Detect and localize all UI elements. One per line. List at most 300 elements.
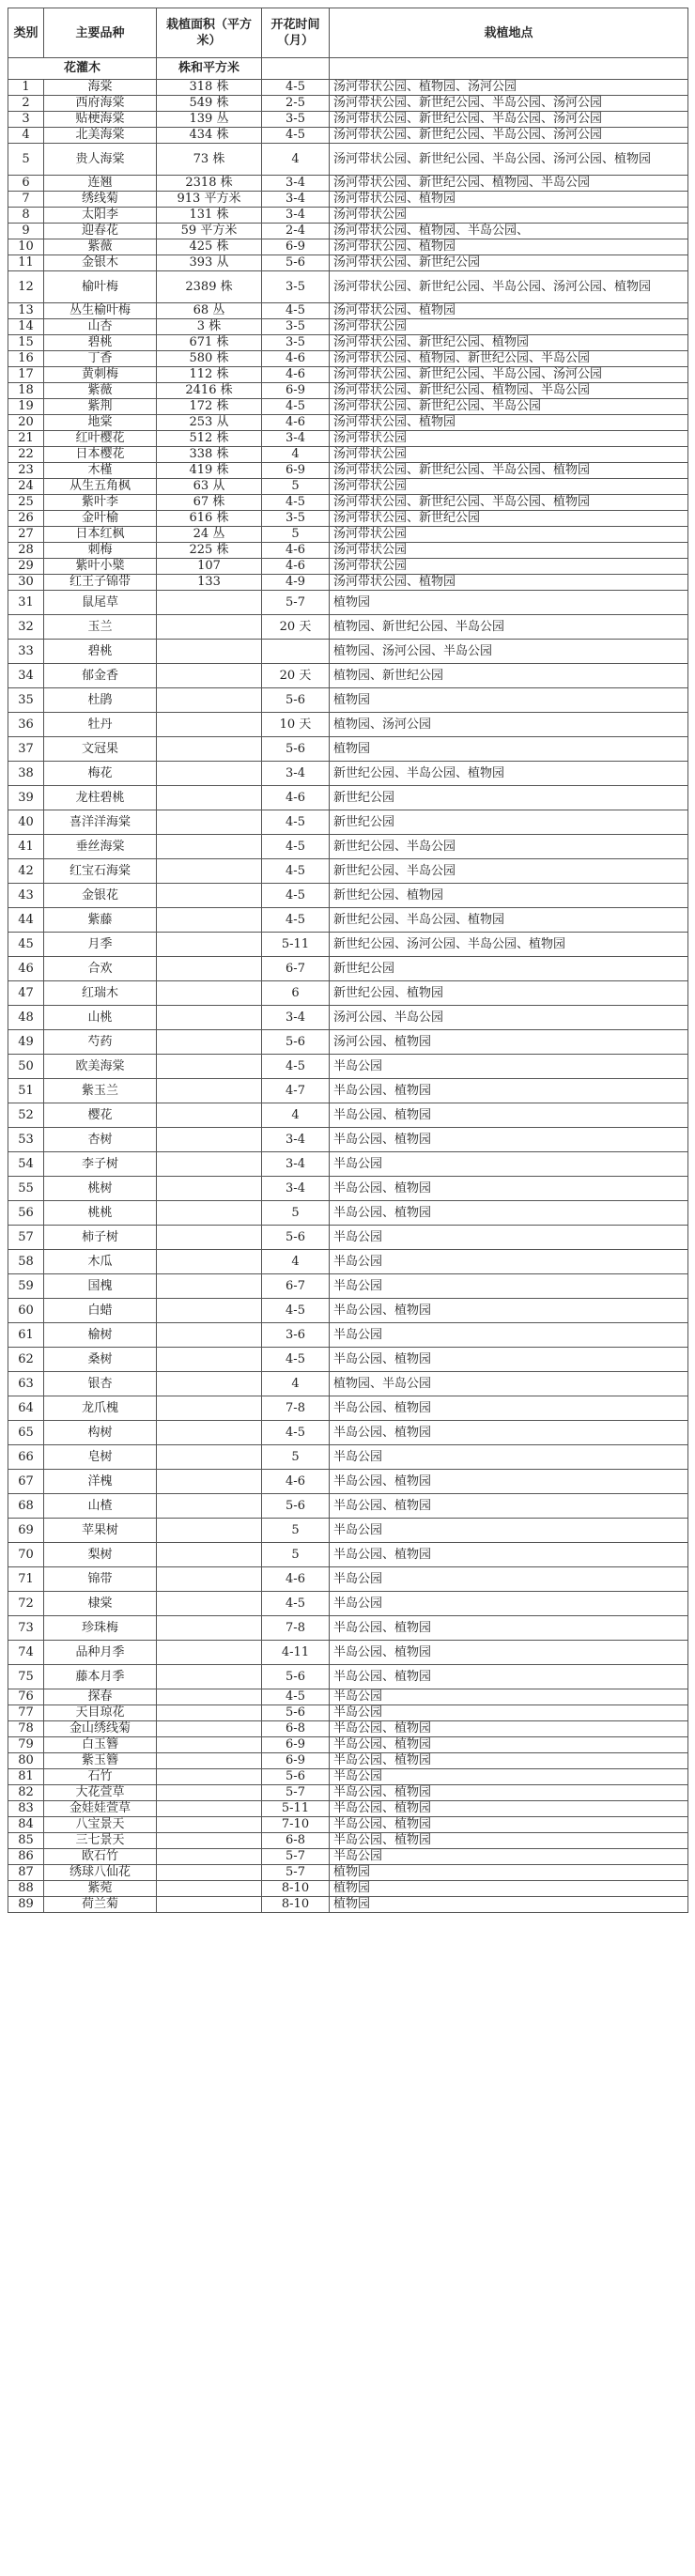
table-row xyxy=(8,80,688,96)
row-index: 7 xyxy=(8,192,44,208)
row-bloom-time: 6-8 xyxy=(262,1833,330,1849)
row-area xyxy=(157,1006,262,1030)
row-bloom-time: 5-6 xyxy=(262,1665,330,1689)
row-location: 汤河带状公园、新世纪公园、植物园 xyxy=(330,335,688,351)
row-location: 半岛公园 xyxy=(330,1592,688,1616)
row-location: 汤河带状公园、新世纪公园、半岛公园、汤河公园 xyxy=(330,112,688,128)
row-bloom-time: 4-6 xyxy=(262,1567,330,1592)
row-location: 半岛公园、植物园 xyxy=(330,1665,688,1689)
row-bloom-time: 3-4 xyxy=(262,192,330,208)
row-index: 71 xyxy=(8,1567,44,1592)
row-location: 汤河带状公园、植物园 xyxy=(330,575,688,591)
table-row xyxy=(8,1616,688,1641)
row-species: 丁香 xyxy=(44,351,157,367)
row-area xyxy=(157,1299,262,1323)
row-bloom-time: 5 xyxy=(262,527,330,543)
table-row xyxy=(8,431,688,447)
row-index: 37 xyxy=(8,737,44,762)
row-bloom-time: 5-7 xyxy=(262,591,330,615)
row-bloom-time: 4-6 xyxy=(262,786,330,810)
row-bloom-time: 4 xyxy=(262,144,330,176)
row-species: 迎春花 xyxy=(44,224,157,239)
row-bloom-time: 5-6 xyxy=(262,1030,330,1055)
row-location: 半岛公园、植物园 xyxy=(330,1801,688,1817)
row-location: 半岛公园、植物园 xyxy=(330,1737,688,1753)
row-species: 喜洋洋海棠 xyxy=(44,810,157,835)
row-species: 桃桃 xyxy=(44,1201,157,1226)
table-row xyxy=(8,1592,688,1616)
row-index: 73 xyxy=(8,1616,44,1641)
row-location: 半岛公园、植物园 xyxy=(330,1348,688,1372)
row-index: 79 xyxy=(8,1737,44,1753)
row-index: 44 xyxy=(8,908,44,933)
table-row xyxy=(8,1274,688,1299)
table-row xyxy=(8,737,688,762)
row-area: 139 丛 xyxy=(157,112,262,128)
row-location: 汤河带状公园、新世纪公园、半岛公园、汤河公园 xyxy=(330,367,688,383)
row-area: 616 株 xyxy=(157,511,262,527)
row-location: 汤河带状公园、植物园 xyxy=(330,192,688,208)
row-bloom-time: 5 xyxy=(262,1519,330,1543)
row-species: 桑树 xyxy=(44,1348,157,1372)
row-area xyxy=(157,1445,262,1470)
row-area xyxy=(157,1079,262,1103)
table-row xyxy=(8,271,688,303)
row-index: 72 xyxy=(8,1592,44,1616)
table-row xyxy=(8,176,688,192)
row-bloom-time: 4-5 xyxy=(262,1689,330,1705)
table-row xyxy=(8,1881,688,1897)
row-index: 81 xyxy=(8,1769,44,1785)
table-row xyxy=(8,1079,688,1103)
row-area: 3 株 xyxy=(157,319,262,335)
table-row xyxy=(8,1323,688,1348)
row-species: 月季 xyxy=(44,933,157,957)
row-area xyxy=(157,1833,262,1849)
row-area: 24 丛 xyxy=(157,527,262,543)
row-bloom-time: 5-6 xyxy=(262,1705,330,1721)
row-location: 半岛公园 xyxy=(330,1689,688,1705)
table-row xyxy=(8,762,688,786)
row-species: 太阳李 xyxy=(44,208,157,224)
row-index: 82 xyxy=(8,1785,44,1801)
row-bloom-time: 5 xyxy=(262,1543,330,1567)
table-row xyxy=(8,1753,688,1769)
table-row xyxy=(8,1006,688,1030)
row-location: 植物园、汤河公园 xyxy=(330,713,688,737)
row-area xyxy=(157,1055,262,1079)
row-species: 金山绣线菊 xyxy=(44,1721,157,1737)
row-location: 半岛公园 xyxy=(330,1769,688,1785)
table-row xyxy=(8,1705,688,1721)
row-species: 榆叶梅 xyxy=(44,271,157,303)
table-row xyxy=(8,1372,688,1396)
row-index: 9 xyxy=(8,224,44,239)
table-row xyxy=(8,1769,688,1785)
row-bloom-time: 7-10 xyxy=(262,1817,330,1833)
row-location: 植物园 xyxy=(330,1897,688,1913)
row-location: 新世纪公园、植物园 xyxy=(330,884,688,908)
row-location: 汤河带状公园、新世纪公园、半岛公园、汤河公园 xyxy=(330,128,688,144)
row-bloom-time: 2-4 xyxy=(262,224,330,239)
row-location: 植物园、半岛公园 xyxy=(330,1372,688,1396)
row-bloom-time: 4-6 xyxy=(262,367,330,383)
row-area xyxy=(157,1323,262,1348)
row-species: 天目琼花 xyxy=(44,1705,157,1721)
table-row xyxy=(8,511,688,527)
section-empty-time xyxy=(262,58,330,80)
header-time: 开花时间（月） xyxy=(262,8,330,58)
row-area: 434 株 xyxy=(157,128,262,144)
row-bloom-time: 5-6 xyxy=(262,1769,330,1785)
table-row xyxy=(8,1226,688,1250)
row-location: 半岛公园、植物园 xyxy=(330,1817,688,1833)
row-bloom-time: 4-5 xyxy=(262,1055,330,1079)
row-bloom-time: 5-11 xyxy=(262,1801,330,1817)
row-index: 41 xyxy=(8,835,44,859)
row-index: 68 xyxy=(8,1494,44,1519)
section-empty-place xyxy=(330,58,688,80)
row-area xyxy=(157,786,262,810)
row-species: 木槿 xyxy=(44,463,157,479)
table-row xyxy=(8,559,688,575)
row-species: 木瓜 xyxy=(44,1250,157,1274)
table-row xyxy=(8,239,688,255)
row-bloom-time: 3-4 xyxy=(262,1128,330,1152)
row-bloom-time: 4-5 xyxy=(262,1592,330,1616)
row-index: 13 xyxy=(8,303,44,319)
row-index: 86 xyxy=(8,1849,44,1865)
row-bloom-time: 3-6 xyxy=(262,1323,330,1348)
table-row xyxy=(8,1152,688,1177)
row-bloom-time: 4-7 xyxy=(262,1079,330,1103)
row-species: 山桃 xyxy=(44,1006,157,1030)
row-index: 43 xyxy=(8,884,44,908)
row-area xyxy=(157,1152,262,1177)
table-row xyxy=(8,96,688,112)
row-bloom-time: 4-5 xyxy=(262,1421,330,1445)
row-location: 半岛公园、植物园 xyxy=(330,1470,688,1494)
row-area xyxy=(157,1849,262,1865)
row-area: 2416 株 xyxy=(157,383,262,399)
table-row xyxy=(8,1689,688,1705)
row-species: 紫玉兰 xyxy=(44,1079,157,1103)
row-area: 512 株 xyxy=(157,431,262,447)
table-row xyxy=(8,615,688,640)
row-location: 汤河带状公园 xyxy=(330,559,688,575)
row-index: 39 xyxy=(8,786,44,810)
row-location: 新世纪公园、半岛公园、植物园 xyxy=(330,762,688,786)
row-bloom-time: 5-6 xyxy=(262,737,330,762)
row-bloom-time: 3-5 xyxy=(262,511,330,527)
row-species: 洋槐 xyxy=(44,1470,157,1494)
row-location: 汤河带状公园、新世纪公园 xyxy=(330,511,688,527)
row-index: 11 xyxy=(8,255,44,271)
row-location: 植物园 xyxy=(330,1865,688,1881)
row-index: 69 xyxy=(8,1519,44,1543)
row-area: 2318 株 xyxy=(157,176,262,192)
row-index: 10 xyxy=(8,239,44,255)
table-row xyxy=(8,591,688,615)
row-area xyxy=(157,1592,262,1616)
row-index: 87 xyxy=(8,1865,44,1881)
row-area xyxy=(157,1689,262,1705)
row-index: 61 xyxy=(8,1323,44,1348)
table-row xyxy=(8,981,688,1006)
header-species: 主要品种 xyxy=(44,8,157,58)
row-species: 金娃娃萱草 xyxy=(44,1801,157,1817)
row-species: 贵人海棠 xyxy=(44,144,157,176)
row-location: 半岛公园 xyxy=(330,1519,688,1543)
row-area: 63 从 xyxy=(157,479,262,495)
row-species: 欧美海棠 xyxy=(44,1055,157,1079)
row-area xyxy=(157,664,262,688)
row-species: 八宝景天 xyxy=(44,1817,157,1833)
row-area xyxy=(157,933,262,957)
row-location: 新世纪公园、半岛公园 xyxy=(330,859,688,884)
table-row xyxy=(8,835,688,859)
row-bloom-time: 5-7 xyxy=(262,1785,330,1801)
row-area xyxy=(157,1865,262,1881)
row-area: 107 xyxy=(157,559,262,575)
row-area xyxy=(157,1519,262,1543)
row-area xyxy=(157,1494,262,1519)
table-row xyxy=(8,367,688,383)
row-index: 30 xyxy=(8,575,44,591)
row-location: 半岛公园、植物园 xyxy=(330,1128,688,1152)
table-row xyxy=(8,1494,688,1519)
row-index: 49 xyxy=(8,1030,44,1055)
table-row xyxy=(8,1897,688,1913)
row-index: 57 xyxy=(8,1226,44,1250)
row-species: 丛生榆叶梅 xyxy=(44,303,157,319)
row-area: 225 株 xyxy=(157,543,262,559)
row-location: 新世纪公园、植物园 xyxy=(330,981,688,1006)
row-area: 112 株 xyxy=(157,367,262,383)
row-area xyxy=(157,1543,262,1567)
row-index: 17 xyxy=(8,367,44,383)
row-index: 63 xyxy=(8,1372,44,1396)
row-area: 2389 株 xyxy=(157,271,262,303)
row-location: 半岛公园、植物园 xyxy=(330,1616,688,1641)
table-row xyxy=(8,957,688,981)
table-row xyxy=(8,303,688,319)
row-location: 汤河带状公园、新世纪公园、半岛公园、植物园 xyxy=(330,495,688,511)
row-bloom-time: 6-7 xyxy=(262,1274,330,1299)
row-location: 半岛公园、植物园 xyxy=(330,1753,688,1769)
row-location: 植物园、新世纪公园、半岛公园 xyxy=(330,615,688,640)
row-area xyxy=(157,1274,262,1299)
row-index: 48 xyxy=(8,1006,44,1030)
row-index: 84 xyxy=(8,1817,44,1833)
row-area xyxy=(157,1785,262,1801)
row-bloom-time: 4-5 xyxy=(262,399,330,415)
table-row xyxy=(8,447,688,463)
row-index: 24 xyxy=(8,479,44,495)
section-name: 花灌木 xyxy=(8,58,157,80)
row-species: 紫藤 xyxy=(44,908,157,933)
row-location: 半岛公园 xyxy=(330,1567,688,1592)
row-bloom-time: 3-5 xyxy=(262,335,330,351)
row-species: 皂树 xyxy=(44,1445,157,1470)
row-bloom-time: 6-9 xyxy=(262,463,330,479)
row-index: 76 xyxy=(8,1689,44,1705)
row-index: 77 xyxy=(8,1705,44,1721)
row-location: 新世纪公园、汤河公园、半岛公园、植物园 xyxy=(330,933,688,957)
table-row xyxy=(8,1250,688,1274)
row-species: 珍珠梅 xyxy=(44,1616,157,1641)
row-species: 紫叶李 xyxy=(44,495,157,511)
row-area: 913 平方米 xyxy=(157,192,262,208)
row-area xyxy=(157,1641,262,1665)
row-index: 64 xyxy=(8,1396,44,1421)
row-location: 汤河带状公园 xyxy=(330,543,688,559)
row-species: 地棠 xyxy=(44,415,157,431)
row-index: 22 xyxy=(8,447,44,463)
row-location: 汤河带状公园、新世纪公园、植物园、半岛公园 xyxy=(330,176,688,192)
row-area xyxy=(157,1881,262,1897)
table-row xyxy=(8,1103,688,1128)
row-location: 植物园 xyxy=(330,591,688,615)
row-bloom-time: 20 天 xyxy=(262,615,330,640)
row-area: 73 株 xyxy=(157,144,262,176)
row-location: 半岛公园、植物园 xyxy=(330,1641,688,1665)
row-species: 连翘 xyxy=(44,176,157,192)
row-index: 60 xyxy=(8,1299,44,1323)
row-bloom-time: 3-4 xyxy=(262,208,330,224)
row-index: 34 xyxy=(8,664,44,688)
table-row xyxy=(8,192,688,208)
row-location: 半岛公园 xyxy=(330,1705,688,1721)
row-location: 汤河带状公园 xyxy=(330,208,688,224)
row-species: 垂丝海棠 xyxy=(44,835,157,859)
row-bloom-time: 5 xyxy=(262,1445,330,1470)
row-bloom-time: 4-5 xyxy=(262,128,330,144)
row-area xyxy=(157,1753,262,1769)
row-bloom-time: 3-4 xyxy=(262,176,330,192)
row-location: 汤河带状公园、新世纪公园 xyxy=(330,255,688,271)
row-index: 36 xyxy=(8,713,44,737)
row-location: 汤河带状公园、植物园、半岛公园、 xyxy=(330,224,688,239)
row-bloom-time: 4-5 xyxy=(262,908,330,933)
table-row xyxy=(8,640,688,664)
section-row xyxy=(8,58,688,80)
row-area xyxy=(157,737,262,762)
row-area xyxy=(157,762,262,786)
table-row xyxy=(8,786,688,810)
row-bloom-time: 8-10 xyxy=(262,1881,330,1897)
row-bloom-time: 5-6 xyxy=(262,1494,330,1519)
row-index: 38 xyxy=(8,762,44,786)
row-area xyxy=(157,1801,262,1817)
table-row xyxy=(8,1128,688,1152)
row-index: 55 xyxy=(8,1177,44,1201)
row-area xyxy=(157,591,262,615)
row-location: 植物园、汤河公园、半岛公园 xyxy=(330,640,688,664)
row-area xyxy=(157,1103,262,1128)
row-area xyxy=(157,1128,262,1152)
row-species: 北美海棠 xyxy=(44,128,157,144)
row-location: 新世纪公园 xyxy=(330,810,688,835)
row-area: 419 株 xyxy=(157,463,262,479)
row-index: 16 xyxy=(8,351,44,367)
row-location: 半岛公园 xyxy=(330,1274,688,1299)
row-bloom-time: 4-6 xyxy=(262,351,330,367)
row-location: 半岛公园、植物园 xyxy=(330,1177,688,1201)
row-species: 构树 xyxy=(44,1421,157,1445)
row-species: 郁金香 xyxy=(44,664,157,688)
table-row xyxy=(8,351,688,367)
row-index: 33 xyxy=(8,640,44,664)
row-species: 梨树 xyxy=(44,1543,157,1567)
row-bloom-time: 6-9 xyxy=(262,1753,330,1769)
row-species: 紫玉簪 xyxy=(44,1753,157,1769)
row-index: 80 xyxy=(8,1753,44,1769)
row-species: 紫叶小檗 xyxy=(44,559,157,575)
row-index: 70 xyxy=(8,1543,44,1567)
row-bloom-time: 4-5 xyxy=(262,835,330,859)
row-index: 8 xyxy=(8,208,44,224)
row-location: 汤河公园、植物园 xyxy=(330,1030,688,1055)
row-area: 580 株 xyxy=(157,351,262,367)
row-index: 50 xyxy=(8,1055,44,1079)
row-bloom-time: 3-5 xyxy=(262,319,330,335)
table-row xyxy=(8,383,688,399)
row-species: 樱花 xyxy=(44,1103,157,1128)
table-row xyxy=(8,884,688,908)
row-location: 新世纪公园、半岛公园 xyxy=(330,835,688,859)
row-location: 汤河带状公园 xyxy=(330,319,688,335)
table-row xyxy=(8,1470,688,1494)
row-index: 4 xyxy=(8,128,44,144)
row-location: 汤河带状公园 xyxy=(330,431,688,447)
row-index: 40 xyxy=(8,810,44,835)
row-bloom-time: 3-4 xyxy=(262,431,330,447)
row-species: 海棠 xyxy=(44,80,157,96)
row-index: 83 xyxy=(8,1801,44,1817)
row-bloom-time: 4 xyxy=(262,1372,330,1396)
row-index: 53 xyxy=(8,1128,44,1152)
row-location: 半岛公园 xyxy=(330,1055,688,1079)
row-index: 59 xyxy=(8,1274,44,1299)
row-index: 12 xyxy=(8,271,44,303)
row-species: 锦带 xyxy=(44,1567,157,1592)
row-area xyxy=(157,1250,262,1274)
table-row xyxy=(8,1849,688,1865)
row-index: 78 xyxy=(8,1721,44,1737)
table-row xyxy=(8,933,688,957)
row-bloom-time: 4 xyxy=(262,1250,330,1274)
row-species: 桃树 xyxy=(44,1177,157,1201)
row-index: 27 xyxy=(8,527,44,543)
row-location: 新世纪公园 xyxy=(330,786,688,810)
row-location: 汤河带状公园、植物园 xyxy=(330,303,688,319)
row-index: 88 xyxy=(8,1881,44,1897)
row-area xyxy=(157,615,262,640)
table-row xyxy=(8,224,688,239)
row-bloom-time: 4-6 xyxy=(262,559,330,575)
row-area xyxy=(157,884,262,908)
row-location: 汤河带状公园、植物园、汤河公园 xyxy=(330,80,688,96)
row-bloom-time: 6-9 xyxy=(262,239,330,255)
row-index: 31 xyxy=(8,591,44,615)
table-row xyxy=(8,463,688,479)
row-location: 汤河带状公园、新世纪公园、植物园、半岛公园 xyxy=(330,383,688,399)
row-index: 75 xyxy=(8,1665,44,1689)
table-row xyxy=(8,1445,688,1470)
row-species: 黄刺梅 xyxy=(44,367,157,383)
row-area xyxy=(157,1705,262,1721)
